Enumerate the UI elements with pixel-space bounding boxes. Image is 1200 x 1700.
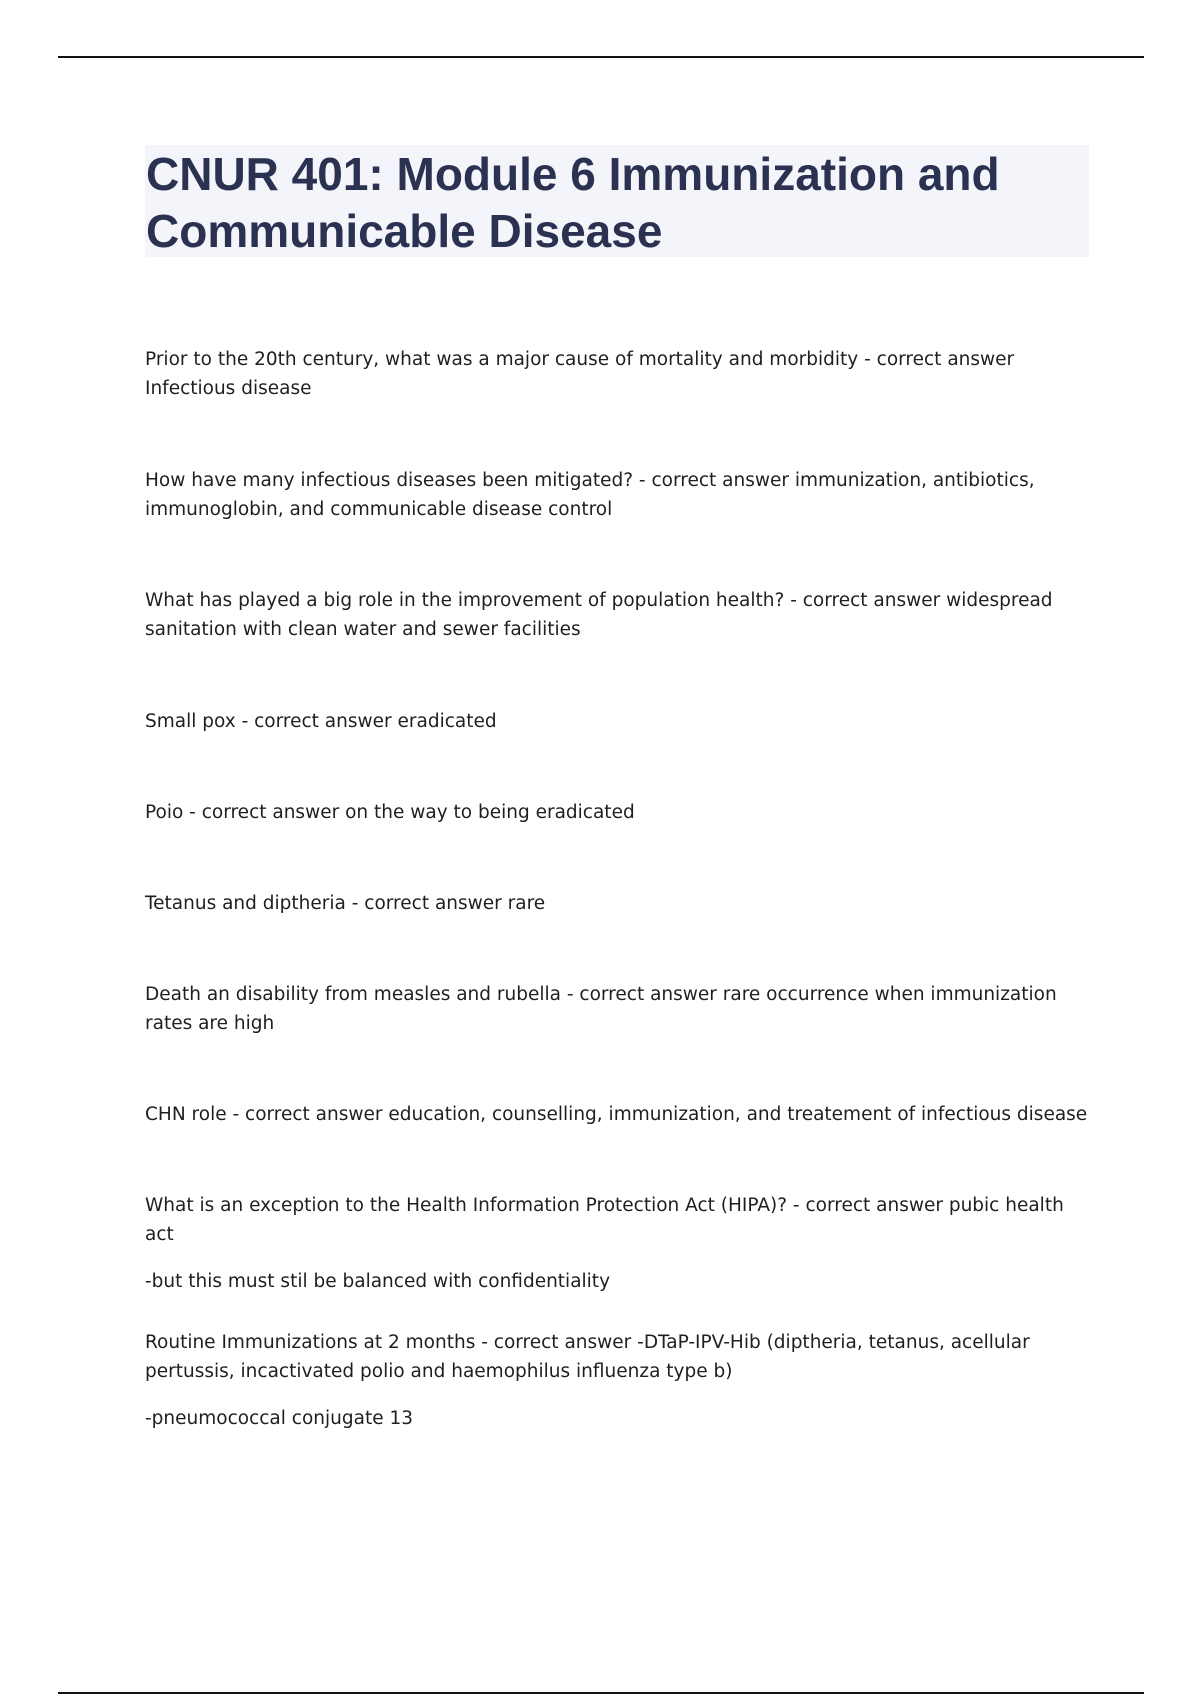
qa-text: CHN role - correct answer education, counselling, immunization, and treatement of infectious disease [145, 1104, 1088, 1125]
top-rule [58, 56, 1144, 58]
qa-text: How have many infectious diseases been mitigated? - correct answer immunization, antibiotics, immunoglobin, and communicable disease control [145, 470, 1035, 520]
qa-entry [145, 889, 1095, 918]
qa-entry [145, 345, 1095, 403]
qa-subtext: -but this must stil be balanced with confidentiality [145, 1271, 611, 1292]
qa-entry [145, 586, 1095, 644]
qa-subtext: -pneumococcal conjugate 13 [145, 1408, 413, 1429]
qa-entry [145, 798, 1095, 827]
qa-text: Small pox - correct answer eradicated [145, 711, 497, 732]
qa-entry [145, 1328, 1095, 1433]
qa-entry [145, 1191, 1095, 1296]
qa-entry [145, 980, 1095, 1038]
qa-entry [145, 1100, 1095, 1129]
qa-text: Tetanus and diptheria - correct answer rare [145, 893, 546, 914]
qa-text: What has played a big role in the improvement of population health? - correct answer widespread sanitation with clean water and sewer facilities [145, 590, 1053, 640]
qa-entry [145, 707, 1095, 736]
qa-text: Routine Immunizations at 2 months - correct answer -DTaP-IPV-Hib (diptheria, tetanus, acellular pertussis, incactivated polio and haemophilus influenza type b) [145, 1332, 1030, 1382]
qa-text: Poio - correct answer on the way to being eradicated [145, 802, 635, 823]
qa-text: Death an disability from measles and rubella - correct answer rare occurrence when immunization rates are high [145, 984, 1057, 1034]
bottom-rule [58, 1692, 1144, 1694]
qa-entry [145, 466, 1095, 524]
qa-text: Prior to the 20th century, what was a major cause of mortality and morbidity - correct answer Infectious disease [145, 349, 1015, 399]
document-title: CNUR 401: Module 6 Immunization and Communicable Disease [146, 148, 1000, 257]
qa-text: What is an exception to the Health Information Protection Act (HIPA)? - correct answer pubic health act [145, 1195, 1064, 1245]
